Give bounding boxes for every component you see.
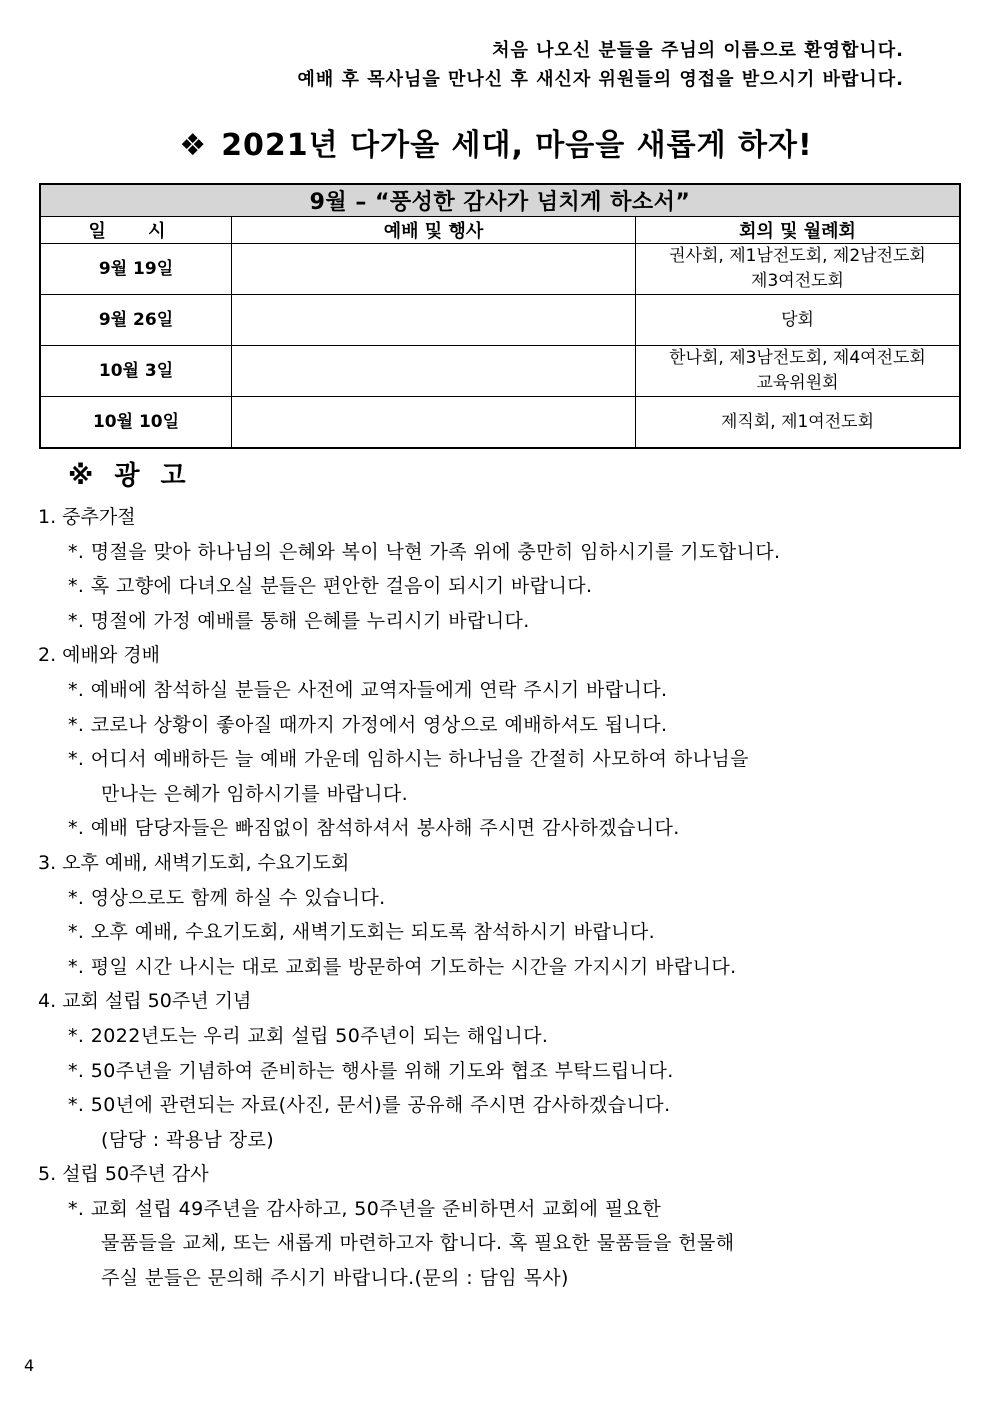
schedule-event (232, 397, 636, 449)
diamond-bullet-icon: ❖ (179, 128, 208, 163)
notice-section-heading: 1. 중추가절 (38, 506, 136, 528)
header-event: 예배 및 행사 (232, 217, 636, 244)
header-meeting: 회의 및 월례회 (636, 217, 961, 244)
notices-title: ※ 광 고 (68, 461, 192, 491)
schedule-event (232, 295, 636, 346)
annual-theme-text: 2021년 다가올 세대, 마음을 새롭게 하자! (221, 128, 813, 163)
meeting-line: 한나회, 제3남전도회, 제4여전도회 (669, 348, 926, 368)
page-number: 4 (24, 1356, 35, 1375)
notice-line: 주실 분들은 문의해 주시기 바랍니다.(문의 : 담임 목사) (101, 1267, 569, 1290)
notice-line: *. 혹 고향에 다녀오실 분들은 편안한 걸음이 되시기 바랍니다. (68, 575, 593, 598)
notice-line: *. 50년에 관련되는 자료(사진, 문서)를 공유해 주시면 감사하겠습니다. (68, 1094, 671, 1117)
schedule-date: 10월 10일 (40, 397, 232, 449)
schedule-row (40, 397, 960, 449)
notice-line: 물품들을 교체, 또는 새롭게 마련하고자 합니다. 혹 필요한 물품들을 헌물해 (101, 1232, 735, 1255)
annual-theme-heading (0, 120, 992, 164)
notice-line: *. 어디서 예배하든 늘 예배 가운데 임하시는 하나님을 간절히 사모하여 하나님을 (68, 748, 749, 771)
notice-item (38, 950, 958, 985)
notice-item (38, 915, 958, 950)
meeting-line: 당회 (781, 309, 814, 330)
notice-line: 만나는 은혜가 임하시기를 바랍니다. (101, 782, 409, 805)
schedule-event (232, 346, 636, 397)
notice-line: *. 영상으로도 함께 하실 수 있습니다. (68, 886, 386, 909)
notice-line: *. 50주년을 기념하여 준비하는 행사를 위해 기도와 협조 부탁드립니다. (68, 1059, 674, 1082)
schedule-meeting (636, 397, 961, 449)
notice-item (38, 811, 958, 846)
schedule-meeting (636, 346, 961, 397)
header-date: 일 시 (40, 217, 232, 244)
notice-line: *. 평일 시간 나시는 대로 교회를 방문하여 기도하는 시간을 가지시기 바랍니다. (68, 955, 737, 978)
welcome-line-1: 처음 나오신 분들을 주님의 이름으로 환영합니다. (492, 40, 904, 61)
schedule-row (40, 295, 960, 346)
schedule-row (40, 244, 960, 295)
notice-item (38, 881, 958, 916)
schedule-meeting (636, 244, 961, 295)
schedule-title: 9월 – “풍성한 감사가 넘치게 하소서” (40, 184, 960, 217)
schedule-row (40, 346, 960, 397)
notice-line: *. 교회 설립 49주년을 감사하고, 50주년을 준비하면서 교회에 필요한 (68, 1197, 662, 1220)
notice-section-heading: 3. 오후 예배, 새벽기도회, 수요기도회 (38, 851, 350, 874)
welcome-message (298, 36, 905, 94)
notice-line: *. 예배 담당자들은 빠짐없이 참석하셔서 봉사해 주시면 감사하겠습니다. (68, 817, 680, 840)
notice-line: *. 오후 예배, 수요기도회, 새벽기도회는 되도록 참석하시기 바랍니다. (68, 921, 656, 944)
schedule-date: 9월 26일 (40, 295, 232, 346)
notice-item (38, 535, 958, 570)
schedule-date: 10월 3일 (40, 346, 232, 397)
notice-item (38, 1019, 958, 1054)
notice-item (38, 742, 958, 811)
meeting-line: 교육위원회 (756, 373, 839, 393)
notice-item (38, 1088, 958, 1157)
notice-item (38, 604, 958, 639)
notice-item (38, 1054, 958, 1089)
notice-line: *. 코로나 상황이 좋아질 때까지 가정에서 영상으로 예배하셔도 됩니다. (68, 713, 668, 736)
notice-line: (담당 : 곽용남 장로) (101, 1128, 275, 1151)
schedule-meeting (636, 295, 961, 346)
notice-item (38, 708, 958, 743)
schedule-event (232, 244, 636, 295)
notice-section-heading: 2. 예배와 경배 (38, 644, 160, 667)
notice-item (38, 1192, 958, 1296)
notice-section-heading: 4. 교회 설립 50주년 기념 (38, 990, 252, 1013)
schedule-date: 9월 19일 (40, 244, 232, 295)
notice-line: *. 명절에 가정 예배를 통해 은혜를 누리시기 바랍니다. (68, 609, 530, 632)
meeting-line: 제직회, 제1여전도회 (721, 411, 874, 432)
monthly-schedule-table (39, 183, 961, 449)
notice-section-heading: 5. 설립 50주년 감사 (38, 1163, 209, 1186)
meeting-line: 제3여전도회 (751, 271, 844, 291)
notice-item (38, 673, 958, 708)
notice-line: *. 예배에 참석하실 분들은 사전에 교역자들에게 연락 주시기 바랍니다. (68, 678, 668, 701)
meeting-line: 권사회, 제1남전도회, 제2남전도회 (669, 246, 926, 266)
notices-list (38, 500, 958, 1296)
notice-line: *. 명절을 맞아 하나님의 은혜와 복이 낙현 가족 위에 충만히 임하시기를 기도합니다. (68, 540, 781, 563)
notice-line: *. 2022년도는 우리 교회 설립 50주년이 되는 해입니다. (68, 1024, 549, 1047)
notice-item (38, 569, 958, 604)
welcome-line-2: 예배 후 목사님을 만나신 후 새신자 위원들의 영접을 받으시기 바랍니다. (297, 69, 904, 90)
